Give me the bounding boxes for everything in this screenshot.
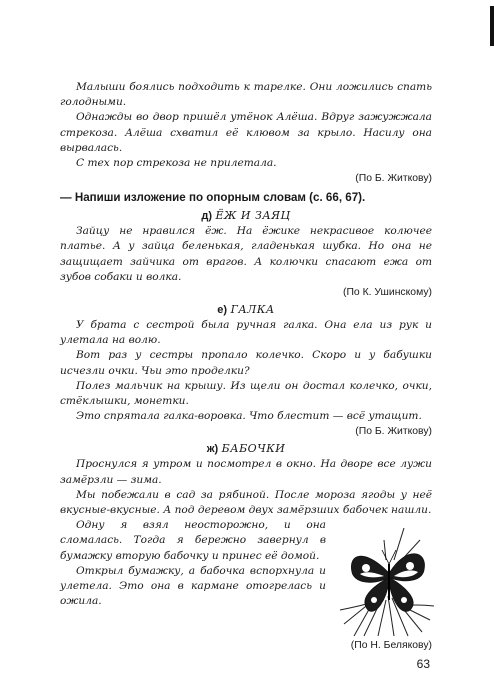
- paragraph: С тех пор стрекоза не прилетала.: [76, 157, 277, 170]
- section-butterflies: [60, 441, 432, 653]
- attribution: (По К. Ушинскому): [343, 287, 432, 299]
- attribution: (По Б. Житкову): [355, 173, 432, 185]
- section-letter: е): [217, 304, 228, 317]
- paragraph: У брата с сестрой была ручная галка. Она ела из рук и улетала на волю.: [60, 319, 432, 347]
- paragraph: Одну я взял неосторожно, и она сломалась. Тогда я бережно завернул в бумажку вторую бабочку и принес её домой.: [60, 519, 326, 562]
- section-letter: д): [201, 210, 212, 223]
- paragraph: Открыл бумажку, а бабочка вспорхнула и улетела. Это она в кармане отогрелась и ожила.: [60, 564, 326, 608]
- section-jackdaw: [60, 302, 432, 439]
- illustrated-block: [60, 518, 432, 609]
- task-heading: — Напиши изложение по опорным словам (с. 66, 67).: [60, 191, 366, 205]
- section-title: [60, 208, 432, 224]
- section-name: ГАЛКА: [230, 303, 275, 317]
- section-title: [60, 441, 432, 457]
- paragraph: Вот раз у сестры пропало колечко. Скоро и у бабушки исчезли очки. Чьи это проделки?: [60, 349, 432, 377]
- section-title: [60, 302, 432, 318]
- page-edge-mark: [490, 6, 494, 46]
- section-name: ЁЖ И ЗАЯЦ: [215, 209, 291, 223]
- paragraph: Однажды во двор пришёл утёнок Алёша. Вдруг зажужжала стрекоза. Алёша схватил её клювом за крыло. Насилу она вырвалась.: [60, 111, 432, 154]
- section-name: БАБОЧКИ: [221, 442, 286, 456]
- paragraph: Проснулся я утром и посмотрел в окно. На дворе все лужи замёрзли — зима.: [60, 458, 432, 486]
- paragraph: Это спрятала галка-воровка. Что блестит — всё утащит.: [76, 410, 422, 423]
- page-number: 63: [416, 657, 430, 671]
- paragraph: Мы побежали в сад за рябиной. После мороза ягоды у неё вкусные-вкусные. А под деревом двух замёрзших бабочек нашли.: [60, 488, 432, 517]
- attribution: (По Н. Белякову): [350, 640, 432, 652]
- top-passage: [60, 80, 432, 186]
- attribution: (По Б. Житкову): [355, 426, 432, 438]
- paragraph: Зайцу не нравился ёж. На ёжике некрасивое колючее платье. А у зайца беленькая, гладенькая шубка. Но она не защищает зайчика от врагов. А колючки спасают ежа от зубов собаки и волка.: [60, 225, 432, 283]
- paragraph: Полез мальчик на крышу. Из щели он достал колечко, очки, стёклышки, монетки.: [60, 379, 432, 408]
- butterfly-illustration-icon: [334, 520, 438, 638]
- page-content: [60, 80, 432, 653]
- section-hedgehog: [60, 208, 432, 300]
- section-letter: ж): [206, 443, 219, 456]
- paragraph: Малыши боялись подходить к тарелке. Они ложились спать голодными.: [60, 81, 432, 109]
